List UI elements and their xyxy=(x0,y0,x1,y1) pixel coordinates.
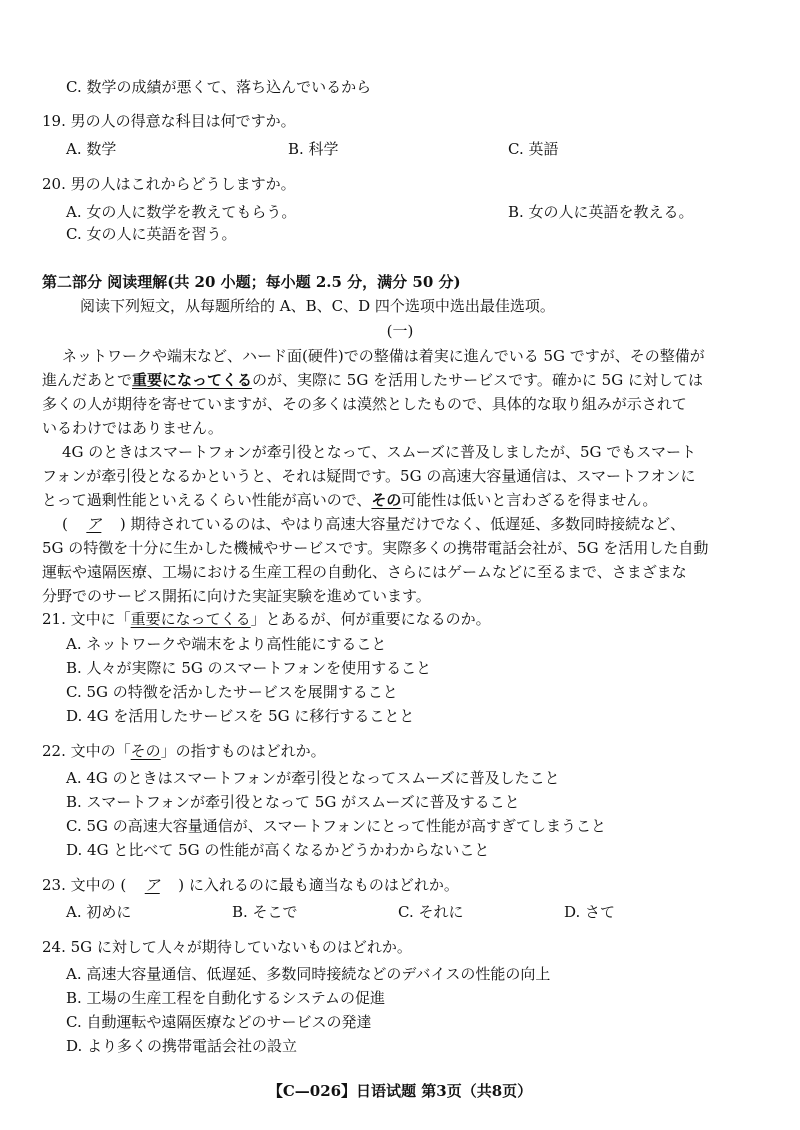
q19-stem: 19. 男の人の得意な科目は何ですか。 xyxy=(42,112,296,130)
passage-text: とって過剰性能といえるくらい性能が高いので、 xyxy=(42,491,372,509)
q22-stem xyxy=(42,740,326,762)
passage-text: 可能性は低いと言わざるを得ません。 xyxy=(401,491,658,509)
paren-open: ( xyxy=(62,515,68,533)
q23-stem xyxy=(42,874,459,896)
q21-stem xyxy=(42,608,491,630)
q22-option-a: A. 4G のときはスマートフォンが牽引役となってスムーズに普及したこと xyxy=(66,769,560,787)
passage-p3-line1 xyxy=(62,513,685,535)
passage-p3-line3: 運転や遠隔医療、工場における生産工程の自動化、さらにはゲームなどに至るまで、さまざまな xyxy=(42,563,687,581)
passage-text: のが、実際に 5G を活用したサービスです。確かに 5G に対しては xyxy=(252,371,703,389)
q19-option-c: C. 英語 xyxy=(508,140,559,158)
stem-emphasis: 重要になってくる xyxy=(130,610,251,628)
q23-option-d: D. さて xyxy=(564,903,616,921)
q20-option-b: B. 女の人に英語を教える。 xyxy=(508,203,694,221)
stem-text: 」の指すものはどれか。 xyxy=(160,742,326,760)
stem-text: 21. 文中に「 xyxy=(42,610,131,628)
q21-option-d: D. 4G を活用したサービスを 5G に移行することと xyxy=(66,707,415,725)
stem-text: ) に入れるのに最も適当なものはどれか。 xyxy=(178,876,459,894)
stem-emphasis: その xyxy=(130,742,161,760)
passage-p1-line1: ネットワークや端末など、ハード面(硬件)での整備は着実に進んでいる 5G ですが、その整備が xyxy=(62,347,705,365)
page-footer: 【C—026】日语试题 第3页（共8页） xyxy=(267,1082,533,1100)
q24-stem: 24. 5G に対して人々が期待していないものはどれか。 xyxy=(42,938,412,956)
passage-p1-line4: いるわけではありません。 xyxy=(42,419,223,437)
section-instruction: 阅读下列短文，从每题所给的 A、B、C、D 四个选项中选出最佳选项。 xyxy=(80,297,555,315)
q22-option-c: C. 5G の高速大容量通信が、スマートフォンにとって性能が高すぎてしまうこと xyxy=(66,817,606,835)
stem-text: 23. 文中の ( xyxy=(42,876,127,894)
q24-option-c: C. 自動運転や遠隔医療などのサービスの発達 xyxy=(66,1013,372,1031)
q19-option-b: B. 科学 xyxy=(288,140,339,158)
passage-text: ) 期待されているのは、やはり高速大容量だけでなく、低遅延、多数同時接続など、 xyxy=(119,515,686,533)
q24-option-a: A. 高速大容量通信、低遅延、多数同時接続などのデバイスの性能の向上 xyxy=(66,965,551,983)
q20-stem: 20. 男の人はこれからどうしますか。 xyxy=(42,175,296,193)
section-title: 第二部分 阅读理解(共 20 小题；每小题 2.5 分，满分 50 分) xyxy=(42,273,461,291)
passage-p2-line3 xyxy=(42,489,657,511)
passage-p2-line1: 4G のときはスマートフォンが牽引役となって、スムーズに普及しましたが、5G でもスマート xyxy=(62,443,696,461)
blank-a: ア xyxy=(86,515,102,533)
q23-option-b: B. そこで xyxy=(232,903,298,921)
q23-option-c: C. それに xyxy=(398,903,464,921)
q24-option-b: B. 工場の生産工程を自動化するシステムの促進 xyxy=(66,989,386,1007)
q20-option-c: C. 女の人に英語を習う。 xyxy=(66,225,237,243)
q20-option-a: A. 女の人に数学を教えてもらう。 xyxy=(66,203,297,221)
q22-option-b: B. スマートフォンが牽引役となって 5G がスムーズに普及すること xyxy=(66,793,520,811)
emphasis-sono: その xyxy=(371,491,402,509)
q23-option-a: A. 初めに xyxy=(66,903,132,921)
stem-text: 22. 文中の「 xyxy=(42,742,131,760)
q21-option-a: A. ネットワークや端末をより高性能にすること xyxy=(66,635,387,653)
passage-number: (一) xyxy=(386,322,414,340)
passage-p3-line4: 分野でのサービス開拓に向けた実証実験を進めています。 xyxy=(42,587,431,605)
q19-option-a: A. 数学 xyxy=(66,140,117,158)
q22-option-d: D. 4G と比べて 5G の性能が高くなるかどうかわからないこと xyxy=(66,841,490,859)
blank-a: ア xyxy=(144,876,160,894)
q24-option-d: D. より多くの携帯電話会社の設立 xyxy=(66,1037,298,1055)
passage-p1-line3: 多くの人が期待を寄せていますが、その多くは漠然としたもので、具体的な取り組みが示されて xyxy=(42,395,687,413)
q21-option-b: B. 人々が実際に 5G のスマートフォンを使用すること xyxy=(66,659,432,677)
emphasis-juyou: 重要になってくる xyxy=(132,371,253,389)
q18-option-c: C. 数学の成績が悪くて、落ち込んでいるから xyxy=(66,78,372,96)
passage-text: 進んだあとで xyxy=(42,371,133,389)
passage-p3-line2: 5G の特徴を十分に生かした機械やサービスです。実際多くの携帯電話会社が、5G を活用した自動 xyxy=(42,539,709,557)
q21-option-c: C. 5G の特徴を活かしたサービスを展開すること xyxy=(66,683,398,701)
passage-p1-line2 xyxy=(42,369,703,391)
passage-p2-line2: フォンが牽引役となるかというと、それは疑問です。5G の高速大容量通信は、スマートフオンに xyxy=(42,467,696,485)
stem-text: 」とあるが、何が重要になるのか。 xyxy=(250,610,491,628)
